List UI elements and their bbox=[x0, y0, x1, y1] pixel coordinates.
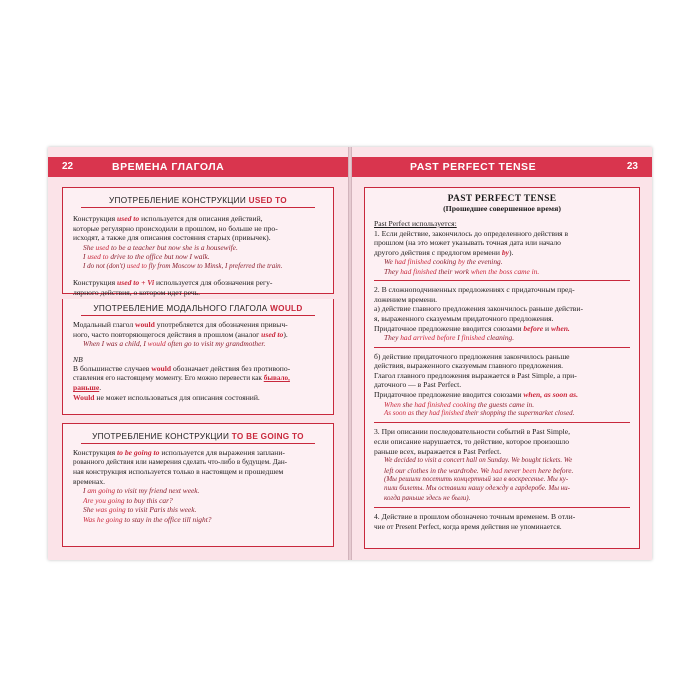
example: When I was a child, I would often go to visit my grandmother. bbox=[83, 339, 266, 349]
paragraph-line: раньше. bbox=[73, 383, 102, 393]
rule-2b: б) действие придаточного предложения закончилось раньше bbox=[374, 351, 570, 361]
rule-1-line: другого действия с предлогом времени by). bbox=[374, 247, 514, 257]
nb-label: NB bbox=[73, 354, 83, 364]
intro: Past Perfect используется: bbox=[374, 219, 457, 228]
rule-2b-line: действия, выраженного сказуемым главного предложения. bbox=[374, 361, 564, 371]
example: We decided to visit a concert hall on Sunday. We bought tickets. We bbox=[384, 456, 573, 465]
example: Are you going to buy this car? bbox=[83, 495, 173, 505]
rule-3-line: если описание нарушается, то действие, которое произошло bbox=[374, 436, 570, 446]
paragraph-line: ного, часто повторяющегося действия в прошлом (аналог used to). bbox=[73, 329, 288, 339]
box-title: УПОТРЕБЛЕНИЕ МОДАЛЬНОГО ГЛАГОЛА WOULD bbox=[93, 304, 303, 313]
rule-2b-line: даточного — в Past Perfect. bbox=[374, 380, 462, 390]
divider bbox=[374, 280, 630, 281]
rule-2-line: Придаточное предложение вводится союзами before и when. bbox=[374, 323, 570, 333]
translation: пили билеты. Мы оставили нашу одежду в гардеробе. Мы ни- bbox=[384, 484, 570, 493]
would-box bbox=[62, 299, 334, 415]
left-page bbox=[48, 147, 348, 560]
paragraph-line: ставления его настоящему моменту. Его можно перевести как бывало, bbox=[73, 373, 290, 382]
chapter-title: ВРЕМЕНА ГЛАГОЛА bbox=[112, 161, 225, 173]
paragraph-line: лярного действия, о котором идет речь. bbox=[73, 287, 201, 297]
box-title: УПОТРЕБЛЕНИЕ КОНСТРУКЦИИ TO BE GOING TO bbox=[92, 432, 304, 441]
rule-3: 3. При описании последовательности событий в Past Simple, bbox=[374, 427, 571, 437]
paragraph: Конструкция to be going to используется для выражения заплани- bbox=[73, 448, 285, 457]
divider bbox=[374, 507, 630, 508]
example: I do not (don't) used to fly from Moscow to Minsk, I preferred the train. bbox=[83, 261, 283, 270]
rule-2b-line: Придаточное предложение вводится союзами when, as soon as. bbox=[374, 389, 578, 399]
translation: когда раньше здесь не были). bbox=[384, 493, 471, 502]
page-number: 22 bbox=[62, 161, 74, 172]
example: As soon as they had finished their shopping the supermarket closed. bbox=[384, 408, 575, 417]
example: They had arrived before I finished cleaning. bbox=[384, 333, 515, 343]
rule-4-line: чие от Present Perfect, когда время действия не упоминается. bbox=[374, 521, 562, 531]
example: When she had finished cooking the guests came in. bbox=[384, 399, 535, 409]
used-to-box bbox=[62, 187, 334, 297]
rule-1-line: прошлом (на это может указывать точная дата или начало bbox=[374, 238, 561, 248]
page-number: 23 bbox=[626, 161, 638, 172]
example: Was he going to stay in the office till night? bbox=[83, 514, 212, 524]
paragraph-line: ная конструкция используется только в настоящем и прошедшем bbox=[73, 467, 284, 477]
paragraph-line: временах. bbox=[73, 476, 106, 486]
paragraph: В большинстве случаев would обозначает действия без противопо- bbox=[73, 364, 291, 374]
example: We had finished cooking by the evening. bbox=[384, 257, 503, 267]
example: left our clothes in the wardrobe. We had never been here before. bbox=[384, 465, 574, 475]
translation: (Мы решили посетить концертный зал в воскресенье. Мы ку- bbox=[384, 474, 569, 483]
paragraph-line: рованного действия или намерения сделать что-либо в будущем. Дан- bbox=[73, 457, 288, 466]
paragraph-line: исходят, а также для описания состояния старых (привычек). bbox=[73, 233, 271, 243]
past-perfect-box bbox=[364, 187, 640, 549]
rule-2: 2. В сложноподчиненных предложениях с придаточным пред- bbox=[374, 285, 575, 295]
example: She was going to visit Paris this week. bbox=[83, 505, 197, 515]
rule-1: 1. Если действие, закончилось до определенного действия в bbox=[374, 228, 569, 238]
paragraph: Would не может использоваться для описания состояний. bbox=[73, 392, 260, 402]
rule-4: 4. Действие в прошлом обозначено точным временем. В отли- bbox=[374, 512, 576, 522]
chapter-title: PAST PERFECT TENSE bbox=[410, 161, 537, 173]
section-subtitle: (Прошедшее совершенное время) bbox=[443, 204, 561, 213]
right-page bbox=[352, 147, 652, 560]
box-title: УПОТРЕБЛЕНИЕ КОНСТРУКЦИИ USED TO bbox=[109, 196, 287, 205]
example: She used to be a teacher but now she is a housewife. bbox=[83, 242, 238, 252]
paragraph-line: которые регулярно происходили в прошлом, но больше не про- bbox=[73, 223, 278, 233]
example: I used to drive to the office but now I walk. bbox=[83, 252, 210, 262]
left-page-header bbox=[48, 157, 348, 177]
rule-2-line: ложением времени. bbox=[374, 294, 438, 304]
paragraph: Конструкция used to + Vi используется для обозначения регу- bbox=[73, 278, 273, 287]
rule-3-line: раньше всех, выражается в Past Perfect. bbox=[374, 446, 502, 456]
right-page-header bbox=[352, 157, 652, 177]
section-title: PAST PERFECT TENSE bbox=[447, 194, 557, 204]
example: I am going to visit my friend next week. bbox=[83, 486, 200, 496]
rule-2b-line: Глагол главного предложения выражается в Past Simple, а при- bbox=[374, 370, 577, 380]
paragraph: Конструкция used to используется для описания действий, bbox=[73, 214, 263, 223]
example: They had finished their work when the boss came in. bbox=[384, 266, 540, 276]
divider bbox=[374, 422, 630, 423]
to-be-going-to-box bbox=[62, 423, 334, 547]
divider bbox=[374, 347, 630, 348]
open-book bbox=[48, 147, 652, 560]
rule-2-line: я, выраженного сказуемым придаточного предложения. bbox=[374, 313, 554, 323]
paragraph: Модальный глагол would употребляется для обозначения привыч- bbox=[73, 320, 288, 329]
rule-2-line: а) действие главного предложения закончилось раньше действи- bbox=[374, 304, 583, 314]
